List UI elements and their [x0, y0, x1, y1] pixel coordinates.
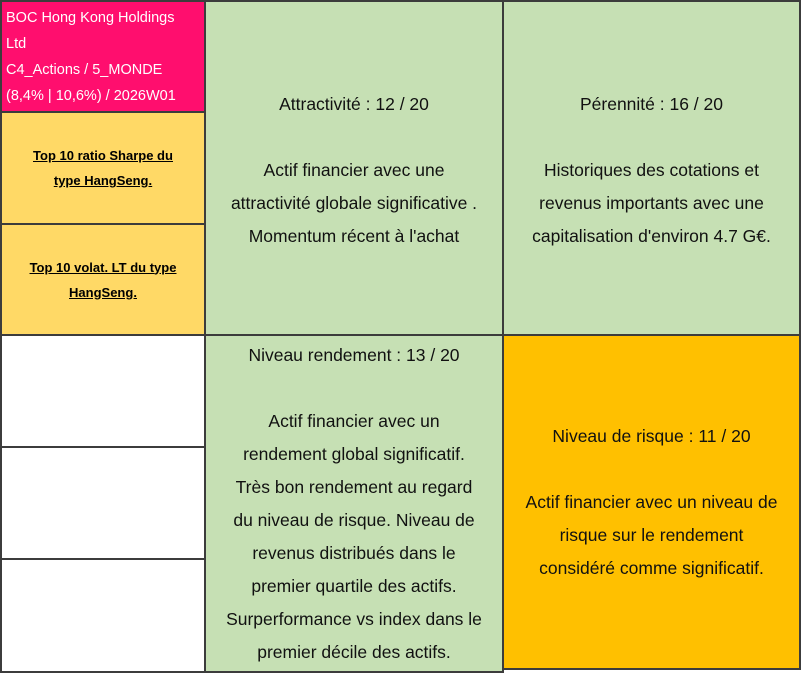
- empty-cell-3: [0, 558, 206, 673]
- description-line: attractivité globale significative .: [230, 193, 478, 213]
- description-line: premier quartile des actifs.: [251, 576, 457, 596]
- description-line: Actif financier avec un: [268, 411, 440, 431]
- description-line: considéré comme significatif.: [539, 558, 764, 578]
- description-line: premier décile des actifs.: [257, 642, 451, 662]
- risque-description: [504, 486, 799, 585]
- risque-title: Niveau de risque : 11 / 20: [552, 426, 751, 446]
- asset-category: C4_Actions / 5_MONDE: [6, 62, 163, 78]
- description-line: risque sur le rendement: [559, 525, 744, 545]
- description-line: rendement global significatif.: [243, 444, 465, 464]
- ranking-sharpe-line1: Top 10 ratio Sharpe du: [33, 148, 173, 163]
- rendement-panel: [204, 334, 504, 673]
- rendement-description: [206, 405, 502, 669]
- asset-header: [0, 0, 206, 113]
- empty-cell-2: [0, 446, 206, 560]
- asset-period: (8,4% | 10,6%) / 2026W01: [6, 88, 176, 104]
- description-line: Historiques des cotations et: [544, 160, 759, 180]
- empty-cell-1: [0, 334, 206, 448]
- perennite-description: [504, 154, 799, 253]
- perennite-panel: [502, 0, 801, 336]
- description-line: revenus importants avec une: [539, 193, 764, 213]
- rendement-title: Niveau rendement : 13 / 20: [248, 345, 460, 365]
- description-line: Actif financier avec un niveau de: [525, 492, 778, 512]
- attractivite-description: [206, 154, 502, 253]
- description-line: Momentum récent à l'achat: [248, 226, 460, 246]
- ranking-volatility-line1: Top 10 volat. LT du type: [29, 259, 177, 275]
- attractivite-panel: [204, 0, 504, 336]
- description-line: revenus distribués dans le: [252, 543, 456, 563]
- description-line: Surperformance vs index dans le: [226, 609, 482, 629]
- ranking-volatility: [0, 223, 206, 336]
- ranking-sharpe-line2: type HangSeng.: [53, 173, 153, 188]
- ranking-volatility-line2: HangSeng.: [69, 284, 137, 300]
- description-line: du niveau de risque. Niveau de: [233, 510, 475, 530]
- asset-name: BOC Hong Kong Holdings: [6, 10, 175, 26]
- risque-panel: [502, 334, 801, 670]
- description-line: Actif financier avec une: [263, 160, 445, 180]
- description-line: capitalisation d'environ 4.7 G€.: [532, 226, 771, 246]
- perennite-title: Pérennité : 16 / 20: [579, 94, 724, 114]
- ranking-sharpe: [0, 111, 206, 225]
- attractivite-title: Attractivité : 12 / 20: [279, 94, 429, 114]
- description-line: Très bon rendement au regard: [235, 477, 473, 497]
- asset-name-suffix: Ltd: [6, 36, 27, 52]
